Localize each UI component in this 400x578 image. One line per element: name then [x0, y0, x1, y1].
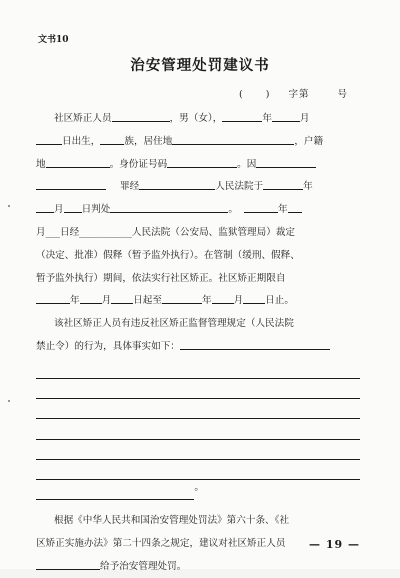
blank-residence — [172, 134, 294, 145]
blank-id-number — [167, 157, 237, 168]
text: 年 — [277, 204, 288, 216]
text: 族，居住地 — [124, 135, 173, 147]
p1-line-7: （决定、批准）假释（暂予监外执行）。在管制（缓刑、假释、 — [36, 249, 300, 261]
p1-line-9 — [36, 290, 360, 313]
facts-lines — [36, 359, 360, 500]
document-title: 治安管理处罚建议书 — [130, 57, 270, 74]
text: 。 — [194, 482, 204, 494]
blank-facts — [180, 339, 330, 350]
blank-year — [263, 179, 303, 190]
text: ，户籍 — [294, 135, 324, 147]
text: 日出生， — [62, 135, 101, 147]
text: 月 — [54, 204, 64, 216]
text: 年 — [262, 113, 272, 124]
text: 。身份证号码 — [109, 158, 168, 170]
p1-line-8: 暂予监外执行）期间，依法实行社区矫正。社区矫正期限自 — [36, 272, 286, 284]
p2-line-2 — [36, 336, 360, 359]
blank-line — [36, 379, 360, 399]
p1-line-1 — [36, 108, 360, 131]
blank-sentence — [110, 202, 228, 213]
blank-name — [112, 111, 170, 122]
document-form-number: 文书10 — [38, 35, 69, 45]
blank-year — [222, 111, 262, 122]
blank-line — [36, 359, 360, 379]
text: 人民法院于 — [215, 181, 264, 193]
p1-line-5 — [36, 199, 360, 222]
docnum-zi: 字第 — [288, 89, 310, 100]
text: 年 — [201, 295, 212, 307]
blank-court — [139, 179, 215, 190]
text: 社区矫正人员 — [54, 113, 112, 124]
docnum-close-paren: ) — [265, 89, 271, 100]
blank-household — [46, 157, 110, 168]
blank — [288, 202, 302, 213]
blank-month — [272, 111, 300, 122]
blank-crime — [36, 179, 106, 190]
text: 年 — [70, 295, 80, 307]
text: 给予治安管理处罚。 — [100, 560, 187, 572]
scan-mark — [8, 205, 10, 207]
text: 。因 — [237, 158, 257, 170]
p1-line-4 — [36, 176, 360, 199]
p3-line-1: 根据《中华人民共和国治安管理处罚法》第六十条、《社 — [54, 515, 290, 527]
text: 禁止令）的行为，具体事实如下： — [36, 340, 180, 352]
text: 日起至 — [133, 295, 162, 307]
blank-line — [36, 485, 194, 500]
scan-mark — [8, 400, 10, 402]
blank-year — [244, 202, 278, 213]
text: 年 — [303, 181, 313, 193]
docnum-open-paren: ( — [239, 89, 244, 100]
blank-reason — [256, 157, 316, 168]
p1-line-3 — [36, 154, 360, 177]
text: 月 — [101, 295, 112, 307]
page-number: — 19 — — [309, 538, 360, 551]
text: 罪经 — [120, 181, 140, 193]
document-body — [36, 108, 360, 578]
blank-month — [212, 293, 234, 304]
docnum-hao: 号 — [337, 89, 348, 100]
p1-line-6: 月___日经___________人民法院（公安局、监狱管理局）裁定 — [36, 226, 296, 238]
blank-day — [64, 202, 82, 213]
blank-line-last — [36, 480, 360, 500]
p2-line-1: 该社区矫正人员有违反社区矫正监督管理规定（人民法院 — [54, 318, 294, 330]
blank-line — [36, 419, 360, 439]
blank-day — [243, 293, 265, 304]
p3-line-3 — [36, 556, 360, 578]
text: 地 — [36, 158, 46, 170]
blank-year — [36, 293, 70, 304]
text: 月 — [233, 295, 244, 307]
document-number-line — [239, 86, 348, 100]
text: ，男（女）， — [169, 113, 223, 124]
blank-day — [36, 134, 62, 145]
text: 日止。 — [265, 295, 294, 307]
text: 月 — [299, 113, 310, 124]
p3-line-2: 区矫正实施办法》第二十四条之规定，建议对社区矫正人员 — [36, 537, 286, 549]
blank-ethnicity — [100, 134, 124, 145]
blank-person — [36, 559, 100, 570]
p1-line-2 — [36, 131, 360, 154]
blank-month — [36, 202, 54, 213]
blank-year — [162, 293, 202, 304]
blank-day — [111, 293, 133, 304]
blank-month — [80, 293, 102, 304]
text: 日判处 — [81, 204, 111, 216]
text: 。 — [228, 204, 238, 216]
blank-line — [36, 440, 360, 460]
blank-line — [36, 399, 360, 419]
